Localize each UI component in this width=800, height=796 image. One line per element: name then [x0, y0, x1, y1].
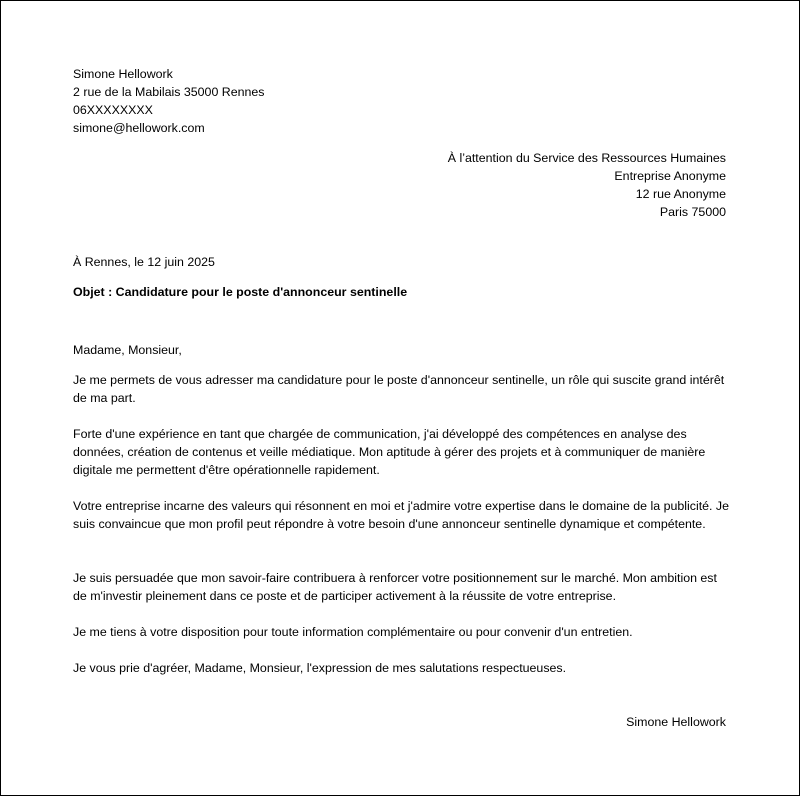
recipient-city: Paris 75000 — [659, 205, 726, 219]
subject-line: Objet : Candidature pour le poste d'annonceur sentinelle — [73, 285, 408, 299]
body-paragraph: Forte d'une expérience en tant que chargée de communication, j'ai développé des compétences en analyse des données, création de contenus et veille médiatique. Mon aptitude à gérer des projets et à communiquer de manière digitale me permettent d'être opérationnelle rapidement. — [73, 427, 706, 477]
salutation: Madame, Monsieur, — [73, 343, 182, 357]
recipient-street: 12 rue Anonyme — [635, 187, 726, 201]
recipient-attention: À l’attention du Service des Ressources Humaines — [447, 151, 726, 165]
sender-name: Simone Hellowork — [73, 67, 173, 81]
sender-block — [73, 65, 265, 137]
closing-paragraph: Je vous prie d'agréer, Madame, Monsieur, l'expression de mes salutations respectueuses. — [73, 661, 567, 675]
body-paragraph: Je me tiens à votre disposition pour toute information complémentaire ou pour convenir d'un entretien. — [73, 625, 633, 639]
sender-address: 2 rue de la Mabilais 35000 Rennes — [73, 85, 265, 99]
recipient-company: Entreprise Anonyme — [614, 169, 726, 183]
date-line: À Rennes, le 12 juin 2025 — [73, 255, 215, 269]
sender-phone: 06XXXXXXXX — [73, 103, 153, 117]
sender-email: simone@hellowork.com — [73, 121, 205, 135]
body-paragraph: Je me permets de vous adresser ma candidature pour le poste d'annonceur sentinelle, un rôle qui suscite grand intérêt de ma part. — [73, 373, 725, 405]
body-paragraph: Je suis persuadée que mon savoir-faire contribuera à renforcer votre positionnement sur le marché. Mon ambition est de m'investir pleinement dans ce poste et de participer activement à la réussite de votre entreprise. — [73, 571, 717, 603]
body-paragraph: Votre entreprise incarne des valeurs qui résonnent en moi et j'admire votre expertise dans le domaine de la publicité. Je suis convaincue que mon profil peut répondre à votre besoin d'une annonceur sentinelle dynamique et compétente. — [73, 499, 729, 531]
signature: Simone Hellowork — [626, 715, 726, 729]
recipient-block — [448, 149, 726, 221]
